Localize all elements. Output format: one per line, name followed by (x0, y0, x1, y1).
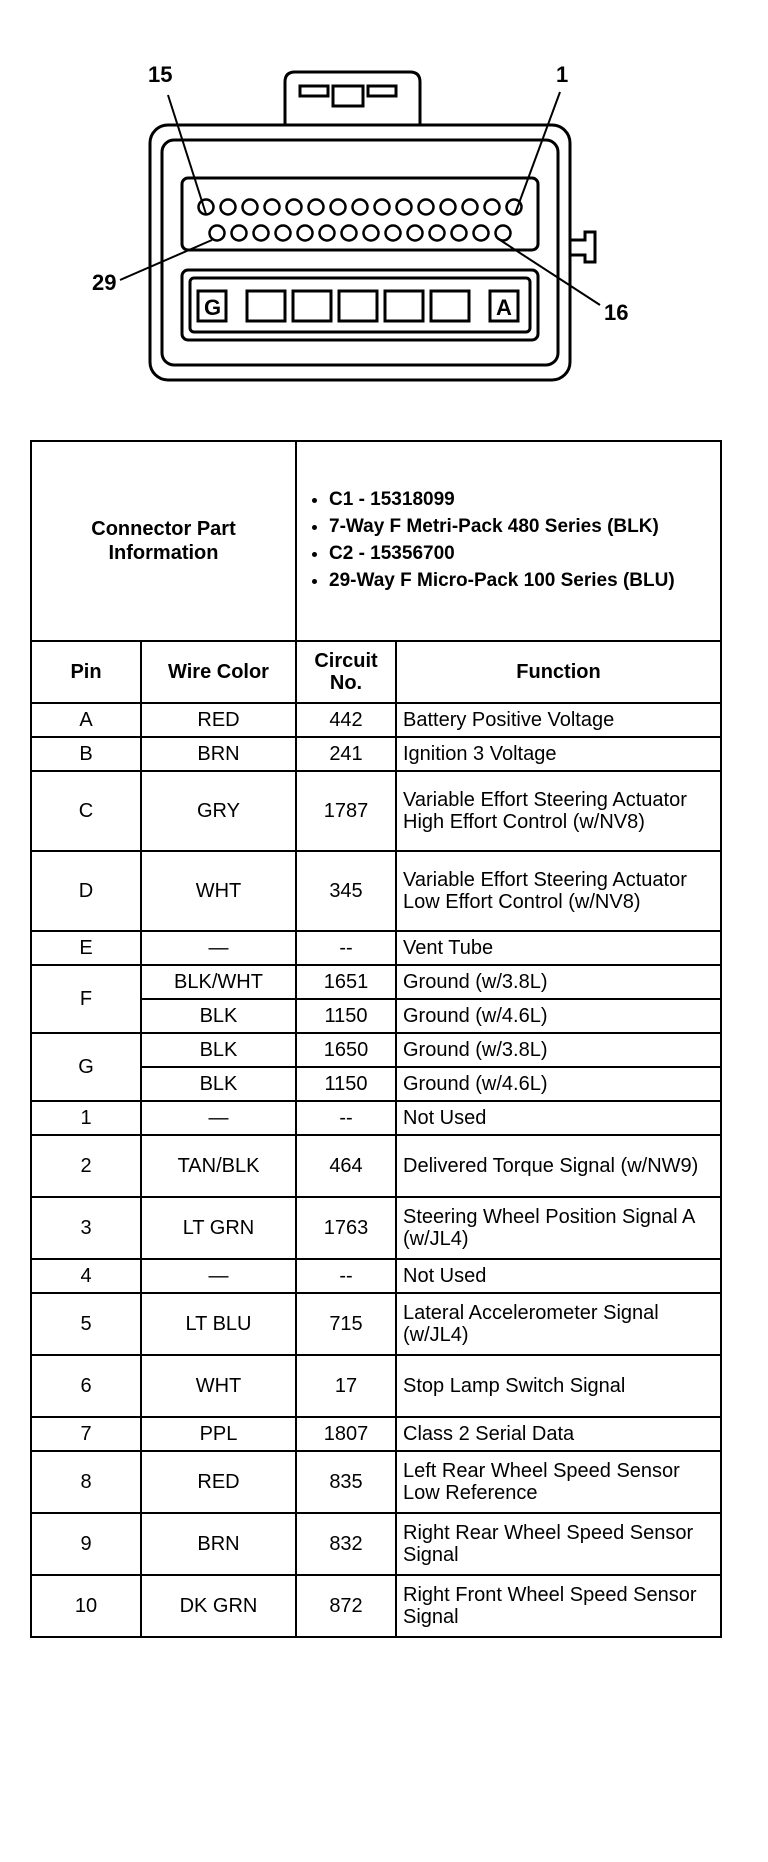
wire-color-cell: RED (141, 1451, 296, 1513)
function-cell: Right Rear Wheel Speed Sensor Signal (396, 1513, 721, 1575)
pin-row-bottom (210, 226, 511, 241)
table-row (31, 1355, 721, 1417)
cavity-4 (339, 291, 377, 321)
pin-label-16: 16 (604, 300, 629, 325)
part-info-bullet: • 7-Way F Metri-Pack 480 Series (BLK) (329, 515, 714, 538)
leader-15 (168, 95, 206, 214)
table-row (31, 1101, 721, 1135)
wire-color-cell: DK GRN (141, 1575, 296, 1637)
cavity-2 (247, 291, 285, 321)
part-info-title-line1: Connector Part (91, 518, 236, 540)
pin-cavity (221, 200, 236, 215)
table-row (31, 1197, 721, 1259)
circuit-cell: 832 (296, 1513, 396, 1575)
circuit-cell: 345 (296, 851, 396, 931)
pin-cell: 1 (31, 1101, 141, 1135)
pin-cavity (463, 200, 478, 215)
part-info-title-line2: Information (108, 542, 219, 564)
table-row (31, 703, 721, 737)
function-cell: Stop Lamp Switch Signal (396, 1355, 721, 1417)
function-cell: Variable Effort Steering Actuator Low Effort Control (w/NV8) (396, 851, 721, 931)
pin-cavity (419, 200, 434, 215)
part-info-title (31, 441, 296, 641)
pin-cell: 6 (31, 1355, 141, 1417)
pin-cavity (375, 200, 390, 215)
latch-outline (285, 72, 420, 125)
circuit-cell: 442 (296, 703, 396, 737)
part-info-bullet: • C2 - 15356700 (329, 542, 714, 565)
pin-cell: 5 (31, 1293, 141, 1355)
wire-color-cell: BRN (141, 737, 296, 771)
circuit-cell: 1763 (296, 1197, 396, 1259)
col-header-circuit (296, 641, 396, 703)
pin-cavity (265, 200, 280, 215)
wire-color-cell: PPL (141, 1417, 296, 1451)
leader-16 (500, 240, 600, 305)
function-cell: Battery Positive Voltage (396, 703, 721, 737)
leader-29 (120, 240, 212, 280)
function-cell: Ground (w/3.8L) (396, 965, 721, 999)
pin-cavity (331, 200, 346, 215)
circuit-cell: 1651 (296, 965, 396, 999)
wire-color-cell: — (141, 1259, 296, 1293)
pin-row-top (199, 200, 522, 215)
table-row (31, 1135, 721, 1197)
cavity-3 (293, 291, 331, 321)
pin-cavity (287, 200, 302, 215)
pin-cell: G (31, 1033, 141, 1101)
circuit-cell: -- (296, 931, 396, 965)
wire-color-cell: WHT (141, 1355, 296, 1417)
pin-cell: 4 (31, 1259, 141, 1293)
function-cell: Ground (w/4.6L) (396, 1067, 721, 1101)
circuit-cell: 1150 (296, 999, 396, 1033)
part-info-details (296, 441, 721, 641)
pin-cell: 2 (31, 1135, 141, 1197)
pin-cell: 8 (31, 1451, 141, 1513)
function-cell: Vent Tube (396, 931, 721, 965)
wire-color-cell: BLK (141, 999, 296, 1033)
circuit-cell: 17 (296, 1355, 396, 1417)
wire-color-cell: BRN (141, 1513, 296, 1575)
col-header-wire-color: Wire Color (141, 641, 296, 703)
pin-cavity (254, 226, 269, 241)
circuit-cell: -- (296, 1101, 396, 1135)
function-cell: Delivered Torque Signal (w/NW9) (396, 1135, 721, 1197)
part-info-bullet: • 29-Way F Micro-Pack 100 Series (BLU) (329, 569, 714, 592)
circuit-cell: -- (296, 1259, 396, 1293)
function-cell: Steering Wheel Position Signal A (w/JL4) (396, 1197, 721, 1259)
pin-cavity (441, 200, 456, 215)
pin-cavity (452, 226, 467, 241)
function-cell: Lateral Accelerometer Signal (w/JL4) (396, 1293, 721, 1355)
circuit-cell: 464 (296, 1135, 396, 1197)
part-info-bullet: • C1 - 15318099 (329, 488, 714, 511)
pin-cell: 7 (31, 1417, 141, 1451)
pin-cell: 10 (31, 1575, 141, 1637)
col-header-circuit-line2: No. (329, 672, 363, 694)
pin-cavity (408, 226, 423, 241)
function-cell: Right Front Wheel Speed Sensor Signal (396, 1575, 721, 1637)
pin-cavity (232, 226, 247, 241)
pin-label-1: 1 (556, 62, 569, 87)
function-cell: Not Used (396, 1259, 721, 1293)
circuit-cell: 1650 (296, 1033, 396, 1067)
seven-way-area-outer (182, 270, 538, 340)
pin-cavity (276, 226, 291, 241)
latch-slot-right (368, 86, 396, 96)
pin-cavity (496, 226, 511, 241)
wire-color-cell: — (141, 931, 296, 965)
pin-cavity (342, 226, 357, 241)
latch-slot-center (333, 86, 363, 106)
circuit-cell: 1807 (296, 1417, 396, 1451)
pin-cavity (507, 200, 522, 215)
pin-cavity (353, 200, 368, 215)
circuit-cell: 1787 (296, 771, 396, 851)
wire-color-cell: GRY (141, 771, 296, 851)
pin-cell: F (31, 965, 141, 1033)
function-cell: Class 2 Serial Data (396, 1417, 721, 1451)
table-row (31, 1451, 721, 1513)
table-row (31, 931, 721, 965)
pin-cell: C (31, 771, 141, 851)
circuit-cell: 715 (296, 1293, 396, 1355)
cavity-label-a: A (496, 295, 512, 320)
circuit-cell: 241 (296, 737, 396, 771)
pin-cavity (364, 226, 379, 241)
table-row (31, 851, 721, 931)
part-info-row (31, 441, 721, 641)
connector-diagram (0, 0, 768, 420)
pin-cavity (243, 200, 258, 215)
wire-color-cell: BLK (141, 1067, 296, 1101)
pin-cavity (320, 226, 335, 241)
pin-label-29: 29 (92, 270, 117, 295)
function-cell: Variable Effort Steering Actuator High Effort Control (w/NV8) (396, 771, 721, 851)
pin-cavity (474, 226, 489, 241)
pin-cavity (430, 226, 445, 241)
function-cell: Ground (w/4.6L) (396, 999, 721, 1033)
function-cell: Left Rear Wheel Speed Sensor Low Reference (396, 1451, 721, 1513)
col-header-circuit-line1: Circuit (314, 650, 378, 672)
wire-color-cell: BLK/WHT (141, 965, 296, 999)
wire-color-cell: WHT (141, 851, 296, 931)
circuit-cell: 835 (296, 1451, 396, 1513)
seven-way-area-inner (190, 278, 530, 332)
side-tab (570, 232, 595, 262)
pin-cell: 3 (31, 1197, 141, 1259)
circuit-cell: 872 (296, 1575, 396, 1637)
wire-color-cell: BLK (141, 1033, 296, 1067)
table-row (31, 1033, 721, 1067)
pin-cell: A (31, 703, 141, 737)
table-row (31, 1293, 721, 1355)
wire-color-cell: — (141, 1101, 296, 1135)
pin-cavity (210, 226, 225, 241)
pin-label-15: 15 (148, 62, 173, 87)
pin-cell: E (31, 931, 141, 965)
pin-cavity (309, 200, 324, 215)
pin-cell: 9 (31, 1513, 141, 1575)
wire-color-cell: TAN/BLK (141, 1135, 296, 1197)
connector-table (30, 440, 722, 1638)
function-cell: Ignition 3 Voltage (396, 737, 721, 771)
table-row (31, 737, 721, 771)
table-row (31, 1513, 721, 1575)
function-cell: Not Used (396, 1101, 721, 1135)
connector-body-outer (150, 125, 570, 380)
table-row (31, 965, 721, 999)
pin-cavity (298, 226, 313, 241)
pin-cell: D (31, 851, 141, 931)
circuit-cell: 1150 (296, 1067, 396, 1101)
table-row (31, 1417, 721, 1451)
latch-slot-left (300, 86, 328, 96)
pin-cavity (386, 226, 401, 241)
connector-drawing (0, 0, 768, 420)
cavity-label-g: G (204, 295, 222, 320)
table-row (31, 771, 721, 851)
pin-cavity (485, 200, 500, 215)
pin-cavity (397, 200, 412, 215)
pin-cell: B (31, 737, 141, 771)
col-header-pin: Pin (31, 641, 141, 703)
column-header-row (31, 641, 721, 703)
cavity-5 (385, 291, 423, 321)
wire-color-cell: LT BLU (141, 1293, 296, 1355)
wire-color-cell: LT GRN (141, 1197, 296, 1259)
function-cell: Ground (w/3.8L) (396, 1033, 721, 1067)
table-row (31, 1575, 721, 1637)
cavity-6 (431, 291, 469, 321)
wire-color-cell: RED (141, 703, 296, 737)
col-header-function: Function (396, 641, 721, 703)
table-row (31, 1259, 721, 1293)
